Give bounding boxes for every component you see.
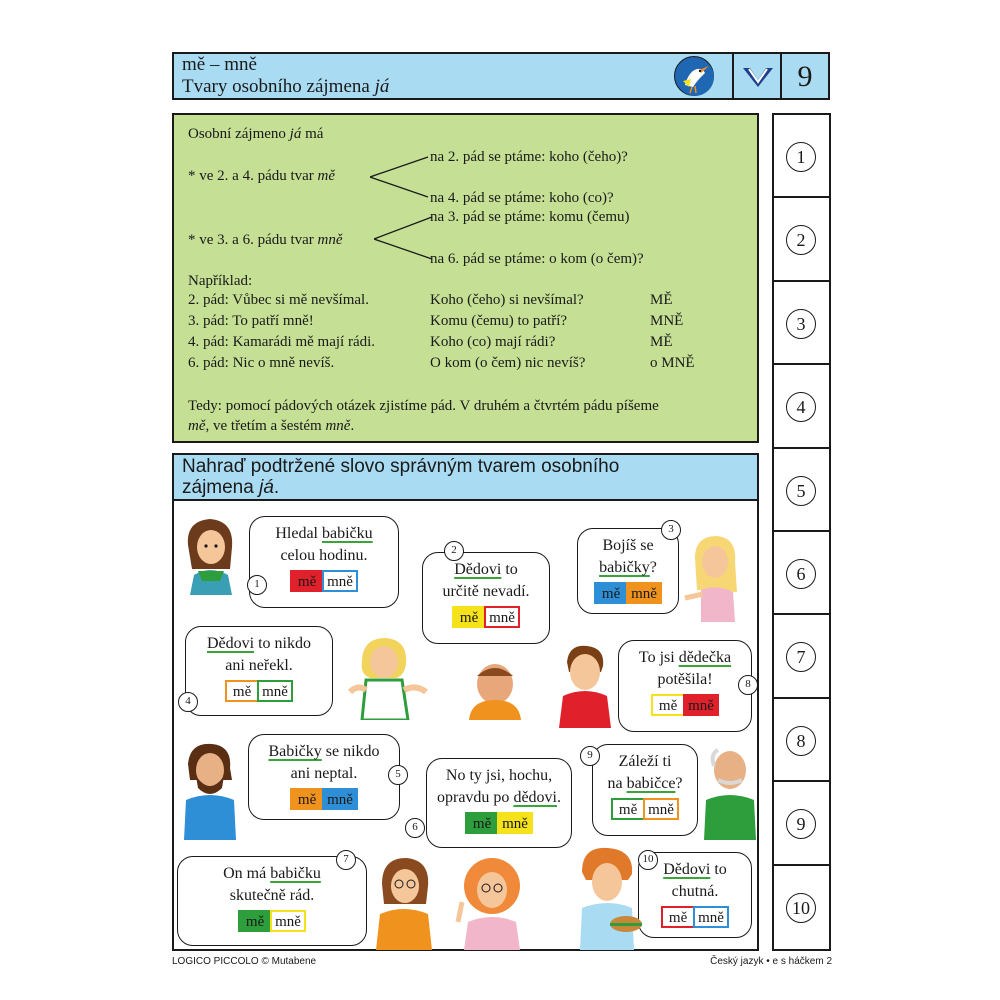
man-character-icon [463, 660, 527, 720]
speech-bubble [422, 552, 550, 644]
underlined-word: Babičky [268, 743, 322, 760]
answer-cell[interactable] [774, 365, 829, 448]
bubble-text-line [249, 763, 399, 785]
bubble-text-line [427, 787, 571, 809]
option-mne[interactable]: mně [626, 582, 662, 604]
example-sentence: 6. pád: Nic o mně nevíš. [188, 355, 335, 371]
bubble-text: skutečně rád. [229, 887, 315, 904]
exercise-title-line2: zájmena já. [182, 477, 280, 498]
page-number: 9 [797, 60, 813, 93]
example-answer: MNĚ [650, 313, 684, 329]
footer-right: Český jazyk • e s háčkem 2 [710, 956, 832, 967]
underlined-word: babičku [322, 525, 373, 542]
option-me[interactable]: mě [290, 788, 324, 810]
option-mne[interactable]: mně [270, 910, 306, 932]
exercise-title-bar [174, 455, 757, 501]
summary-line-1: Tedy: pomocí pádových otázek zjistíme pád. V druhém a čtvrtém pádu píšeme [188, 398, 659, 414]
speech-bubble [177, 856, 367, 946]
option-me[interactable]: mě [594, 582, 628, 604]
rule-1-question-2: na 4. pád se ptáme: koho (co)? [430, 190, 614, 206]
speech-bubble [249, 516, 399, 608]
underlined-word: babičku [270, 865, 321, 882]
bubble-text-line [178, 885, 366, 907]
bubble-text: . [556, 789, 561, 806]
rule-2-question-2: na 6. pád se ptáme: o kom (o čem)? [430, 251, 644, 267]
header-title-line2 [182, 76, 389, 98]
boy-with-burger-character-icon [572, 846, 648, 950]
bubble-text: No ty jsi, hochu, [445, 767, 553, 784]
bubble-number: 6 [405, 818, 425, 838]
answer-number: 3 [786, 309, 816, 339]
rule-box [172, 113, 759, 443]
bubble-text: Bojíš se [602, 537, 654, 554]
answer-options [611, 798, 679, 820]
option-me[interactable]: mě [238, 910, 272, 932]
answer-options [238, 910, 306, 932]
option-me[interactable]: mě [661, 906, 695, 928]
header-divider [732, 54, 734, 98]
bubble-text: to nikdo [254, 635, 311, 652]
bubble-text: to [501, 561, 518, 578]
option-mne[interactable]: mně [484, 606, 520, 628]
woman-character-icon [344, 632, 432, 720]
page-header [172, 52, 830, 100]
answer-number: 7 [786, 642, 816, 672]
branch-arrow-icon [370, 155, 430, 199]
bubble-number: 2 [444, 541, 464, 561]
speech-bubble [426, 758, 572, 848]
rule-1: * ve 2. a 4. pádu tvar mě [188, 168, 336, 184]
answer-cell[interactable] [774, 699, 829, 782]
answer-options [452, 606, 520, 628]
checkmark-icon [740, 60, 776, 90]
answer-number: 1 [786, 142, 816, 172]
bubble-text: ? [675, 775, 683, 792]
answer-options [594, 582, 662, 604]
girl-character-icon [180, 515, 242, 595]
answer-options [290, 570, 358, 592]
example-question: Komu (čemu) to patří? [430, 313, 568, 329]
option-mne[interactable]: mně [693, 906, 729, 928]
example-sentence: 4. pád: Kamarádi mě mají rádi. [188, 334, 376, 350]
speech-bubble [577, 528, 679, 614]
header-title-line1: mě – mně [182, 54, 257, 75]
option-mne[interactable]: mně [322, 570, 358, 592]
stork-logo-icon [674, 56, 714, 96]
example-sentence: 3. pád: To patří mně! [188, 313, 314, 329]
option-mne[interactable]: mně [683, 694, 719, 716]
speech-bubble [248, 734, 400, 820]
answer-column [772, 113, 831, 951]
example-sentence: 2. pád: Vůbec si mě nevšímal. [188, 292, 369, 308]
answer-cell[interactable] [774, 198, 829, 281]
glasses-woman-character-icon [368, 854, 440, 950]
bearded-man-character-icon [180, 740, 240, 840]
bubble-text-line [250, 523, 398, 545]
bubble-text: Záleží ti [618, 753, 672, 770]
bubble-text: ? [649, 559, 657, 576]
underlined-word: dědečka [678, 649, 732, 666]
header-title-text: Tvary osobního zájmena [182, 76, 375, 97]
rule-1-question-1: na 2. pád se ptáme: koho (čeho)? [430, 149, 628, 165]
bubble-text-line [639, 881, 751, 903]
answer-number: 5 [786, 476, 816, 506]
answer-options [465, 812, 533, 834]
bubble-text: opravdu po [437, 789, 514, 806]
example-answer: MĚ [650, 334, 673, 350]
example-question: Koho (co) mají rádi? [430, 334, 556, 350]
bubble-text-line [423, 581, 549, 603]
answer-number: 8 [786, 726, 816, 756]
answer-cell[interactable] [774, 866, 829, 949]
summary-line-2: mě, ve třetím a šestém mně. [188, 418, 355, 434]
branch-arrow-icon [374, 215, 434, 261]
bubble-text: ani neřekl. [225, 657, 293, 674]
bubble-text-line [186, 633, 332, 655]
bubble-text: ani neptal. [290, 765, 358, 782]
option-mne[interactable]: mně [257, 680, 293, 702]
example-question: Koho (čeho) si nevšímal? [430, 292, 584, 308]
underlined-word: Dědovi [663, 861, 711, 878]
exercise-title-line1: Nahraď podtržené slovo správným tvarem osobního [182, 456, 620, 477]
example-answer: MĚ [650, 292, 673, 308]
bubble-text: celou hodinu. [280, 547, 368, 564]
example-answer: o MNĚ [650, 355, 695, 371]
bubble-text: na [607, 775, 627, 792]
rule-intro: Osobní zájmeno já má [188, 126, 324, 142]
header-title-italic: já [374, 76, 390, 97]
bubble-text-line [578, 535, 678, 557]
option-mne[interactable]: mně [322, 788, 358, 810]
answer-number: 9 [786, 809, 816, 839]
answer-cell[interactable] [774, 615, 829, 698]
answer-cell[interactable] [774, 449, 829, 532]
underlined-word: dědovi [513, 789, 557, 806]
bubble-text-line [619, 669, 751, 691]
bubble-text: to [710, 861, 727, 878]
speech-bubble [592, 744, 698, 836]
answer-cell[interactable] [774, 282, 829, 365]
bubble-text-line [249, 741, 399, 763]
option-me[interactable]: mě [651, 694, 685, 716]
answer-cell[interactable] [774, 532, 829, 615]
redhead-woman-character-icon [450, 852, 530, 950]
option-me[interactable]: mě [465, 812, 499, 834]
rule-2: * ve 3. a 6. pádu tvar mně [188, 232, 343, 248]
bubble-text-line [593, 773, 697, 795]
bubble-text-line [250, 545, 398, 567]
bubble-number: 4 [178, 692, 198, 712]
answer-options [661, 906, 729, 928]
option-mne[interactable]: mně [643, 798, 679, 820]
bubble-text: To jsi [638, 649, 679, 666]
bubble-text: chutná. [671, 883, 719, 900]
rule-2-question-1: na 3. pád se ptáme: komu (čemu) [430, 209, 630, 225]
bubble-text: On má [223, 865, 271, 882]
bubble-text-line [578, 557, 678, 579]
underlined-word: Dědovi [454, 561, 502, 578]
bubble-text-line [186, 655, 332, 677]
example-question: O kom (o čem) nic nevíš? [430, 355, 586, 371]
answer-cell[interactable] [774, 782, 829, 865]
footer-left: LOGICO PICCOLO © Mutabene [172, 956, 317, 967]
option-mne[interactable]: mně [497, 812, 533, 834]
option-me[interactable]: mě [611, 798, 645, 820]
answer-options [290, 788, 358, 810]
option-me[interactable]: mě [452, 606, 486, 628]
bubble-text-line [619, 647, 751, 669]
bubble-text: se nikdo [321, 743, 380, 760]
answer-number: 4 [786, 392, 816, 422]
speech-bubble [618, 640, 752, 732]
option-me[interactable]: mě [290, 570, 324, 592]
bubble-number: 1 [247, 575, 267, 595]
answer-options [651, 694, 719, 716]
answer-cell[interactable] [774, 115, 829, 198]
answer-number: 10 [786, 893, 816, 923]
answer-number: 2 [786, 225, 816, 255]
answer-options [225, 680, 293, 702]
underlined-word: babičce [626, 775, 676, 792]
bubble-text-line [423, 559, 549, 581]
bubble-number: 9 [580, 746, 600, 766]
bubble-number: 10 [638, 850, 658, 870]
bubble-number: 3 [661, 520, 681, 540]
underlined-word: Dědovi [207, 635, 255, 652]
grandpa-character-icon [700, 740, 758, 840]
bubble-text: Hledal [275, 525, 322, 542]
blonde-girl-character-icon [677, 532, 747, 622]
bubble-number: 8 [738, 675, 758, 695]
underlined-word: babičky [599, 559, 650, 576]
bubble-text-line [427, 765, 571, 787]
bubble-number: 7 [336, 850, 356, 870]
speech-bubble [185, 626, 333, 716]
answer-number: 6 [786, 559, 816, 589]
option-me[interactable]: mě [225, 680, 259, 702]
bubble-text: určitě nevadí. [442, 583, 530, 600]
bubble-text: potěšila! [657, 671, 713, 688]
bubble-text-line [593, 751, 697, 773]
example-heading: Například: [188, 273, 253, 289]
bubble-number: 5 [388, 765, 408, 785]
boy-character-icon [553, 640, 617, 728]
